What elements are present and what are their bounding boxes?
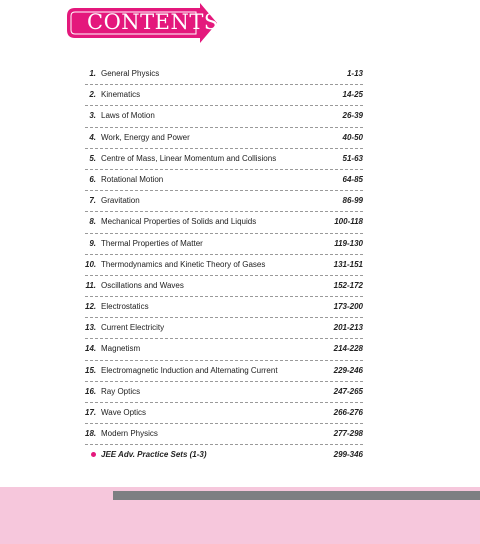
bullet-icon (91, 452, 96, 457)
toc-row (85, 212, 363, 233)
chapter-title: Ray Optics (101, 386, 141, 396)
page-range: 1-13 (346, 69, 363, 78)
page-range: 247-265 (333, 386, 363, 396)
page-range: 299-346 (333, 450, 363, 460)
chapter-title: Centre of Mass, Linear Momentum and Collisions (101, 153, 277, 163)
page-range: 100-118 (334, 217, 363, 227)
page-range: 173-200 (333, 302, 363, 312)
toc-row (85, 403, 363, 424)
chapter-number: 15. (85, 365, 97, 375)
chapter-title: Thermal Properties of Matter (101, 238, 203, 248)
toc-row (85, 85, 363, 106)
chapter-title: General Physics (101, 69, 160, 78)
page-range: 152-172 (333, 280, 363, 290)
toc-row (85, 276, 363, 297)
page-range: 64-85 (342, 174, 363, 184)
page-title: CONTENTS (87, 10, 219, 34)
page-range: 51-63 (342, 153, 363, 163)
toc-row (85, 234, 363, 255)
page-range: 14-25 (342, 90, 363, 100)
toc-row (85, 170, 363, 191)
toc-row (85, 106, 363, 127)
chapter-number: 14. (85, 344, 97, 354)
chapter-title: Wave Optics (101, 408, 147, 417)
chapter-number: 1. (89, 69, 96, 78)
toc-row-practice (85, 445, 363, 465)
chapter-number: 17. (85, 408, 97, 417)
chapter-number: 11. (85, 280, 96, 290)
toc-row (85, 64, 363, 85)
page-range: 26-39 (342, 111, 363, 121)
toc-list (85, 64, 363, 466)
toc-row (85, 382, 363, 403)
page-range: 131-151 (333, 259, 363, 269)
chapter-number: 8. (89, 217, 96, 227)
chapter-title: Electromagnetic Induction and Alternating Current (101, 365, 278, 375)
toc-row (85, 128, 363, 149)
chapter-number: 6. (89, 174, 96, 184)
toc-row (85, 297, 363, 318)
chapter-title: Rotational Motion (101, 174, 164, 184)
chapter-number: 4. (89, 132, 96, 142)
toc-row (85, 255, 363, 276)
chapter-number: 7. (89, 196, 96, 206)
chapter-title: Work, Energy and Power (101, 132, 190, 142)
page-range: 119-130 (334, 238, 363, 248)
toc-row (85, 424, 363, 445)
page-range: 229-246 (333, 365, 363, 375)
chapter-number: 18. (85, 429, 97, 439)
chapter-title: Gravitation (101, 196, 140, 206)
chapter-number: 13. (85, 323, 97, 333)
page-range: 214-228 (333, 344, 363, 354)
page-range: 40-50 (342, 132, 363, 142)
chapter-title: Laws of Motion (101, 111, 155, 121)
chapter-title: Oscillations and Waves (101, 280, 184, 290)
chapter-title: Kinematics (101, 90, 141, 100)
chapter-title: Current Electricity (101, 323, 165, 333)
page-range: 201-213 (333, 323, 363, 333)
page-range: 86-99 (342, 196, 363, 206)
toc-row (85, 149, 363, 170)
chapter-number: 16. (85, 386, 97, 396)
chapter-number: 12. (85, 302, 97, 312)
chapter-number: 9. (89, 238, 96, 248)
toc-row (85, 191, 363, 212)
chapter-title: Mechanical Properties of Solids and Liquids (101, 217, 257, 227)
contents-banner (65, 3, 217, 43)
chapter-number: 2. (89, 90, 96, 100)
toc-row (85, 318, 363, 339)
chapter-title: Magnetism (101, 344, 141, 354)
chapter-number: 3. (89, 111, 96, 121)
chapter-number: 5. (89, 153, 96, 163)
chapter-title: Electrostatics (101, 302, 149, 312)
practice-title: JEE Adv. Practice Sets (1-3) (101, 450, 207, 460)
footer-bar (113, 491, 480, 500)
page-range: 277-298 (333, 429, 363, 439)
chapter-title: Thermodynamics and Kinetic Theory of Gases (101, 259, 266, 269)
toc-row (85, 361, 363, 382)
chapter-title: Modern Physics (101, 429, 158, 439)
chapter-number: 10. (85, 259, 97, 269)
page-range: 266-276 (333, 408, 363, 417)
toc-row (85, 339, 363, 360)
